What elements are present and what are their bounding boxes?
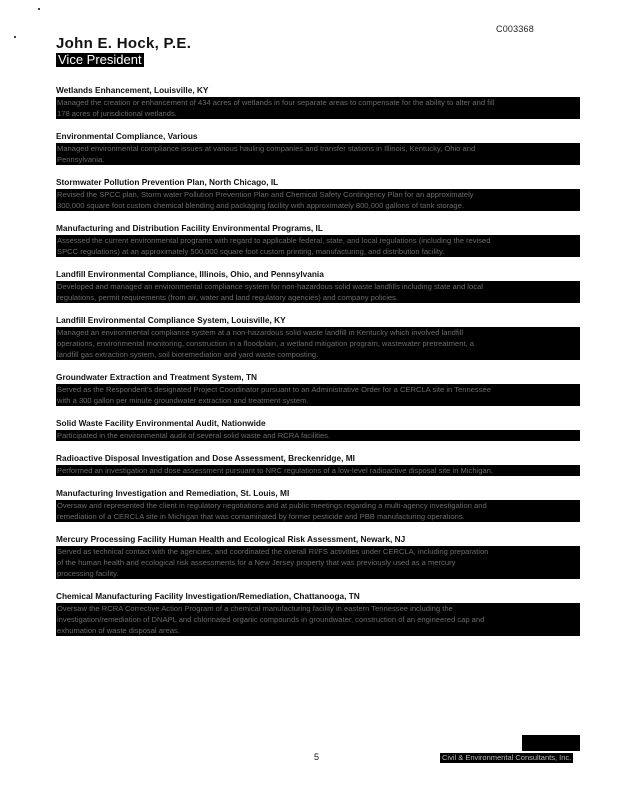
redacted-description-line xyxy=(56,327,580,338)
project-title: Groundwater Extraction and Treatment System, TN xyxy=(56,372,258,382)
project-entry xyxy=(56,534,580,579)
redacted-description-line xyxy=(56,108,580,119)
scan-speck xyxy=(38,8,40,10)
redacted-description-line xyxy=(56,395,580,406)
project-entry xyxy=(56,591,580,636)
project-title: Manufacturing and Distribution Facility Environmental Programs, IL xyxy=(56,223,323,233)
document-id: C003368 xyxy=(496,24,534,34)
redacted-description-line xyxy=(56,189,580,200)
description-text: Oversaw and represented the client in regulatory negotiations and at public meetings regarding a multi-agency investigation and xyxy=(57,501,487,510)
description-text: Served as technical contact with the agencies, and coordinated the overall RI/FS activities under CERCLA, including preparation xyxy=(57,547,489,556)
redacted-description-line xyxy=(56,384,580,395)
description-text: with a 300 gallon per minute groundwater extraction and treatment system. xyxy=(57,396,309,405)
project-entry xyxy=(56,223,580,257)
project-entry xyxy=(56,177,580,211)
description-text: 300,000 square foot custom chemical blending and packaging facility with approximately 800,000 gallons of tank storage. xyxy=(57,201,464,210)
description-text: of the human health and ecological risk assessments for a New Jersey property that was previously used as a mercury xyxy=(57,558,456,567)
project-entry xyxy=(56,85,580,119)
project-entry xyxy=(56,269,580,303)
redacted-description-line xyxy=(56,568,580,579)
description-text: Oversaw the RCRA Corrective Action Program of a chemical manufacturing facility in eastern Tennessee including the xyxy=(57,604,453,613)
description-text: remediation of a CERCLA site in Michigan that was contaminated by former pesticide and PBB manufacturing operations. xyxy=(57,512,465,521)
description-text: regulations, permit requirements (from air, water and land regulatory agencies) and company policies. xyxy=(57,293,399,302)
redacted-description-line xyxy=(56,614,580,625)
redacted-description-line xyxy=(56,246,580,257)
project-entry xyxy=(56,453,580,476)
redacted-description-line xyxy=(56,97,580,108)
description-text: processing facility. xyxy=(57,569,119,578)
redacted-description-line xyxy=(56,603,580,614)
redacted-description-line xyxy=(56,338,580,349)
person-name: John E. Hock, P.E. xyxy=(56,35,192,52)
project-title: Radioactive Disposal Investigation and Dose Assessment, Breckenridge, MI xyxy=(56,453,355,463)
description-text: landfill gas extraction system, soil bioremediation and yard waste composting. xyxy=(57,350,319,359)
project-list xyxy=(56,85,580,648)
redacted-description-line xyxy=(56,625,580,636)
description-text: Participated in the environmental audit of several solid waste and RCRA facilities. xyxy=(57,431,331,440)
description-text: Performed an investigation and dose assessment pursuant to NRC regulations of a low-level radioactive disposal site in Michigan. xyxy=(57,466,494,475)
description-text: 178 acres of jurisdictional wetlands. xyxy=(57,109,177,118)
project-entry xyxy=(56,418,580,441)
description-text: Managed environmental compliance issues at various hauling companies and transfer stations in Illinois, Kentucky, Ohio and xyxy=(57,144,476,153)
project-entry xyxy=(56,315,580,360)
description-text: Managed the creation or enhancement of 434 acres of wetlands in four separate areas to compensate for the ability to alter and fill xyxy=(57,98,495,107)
redacted-description-line xyxy=(56,235,580,246)
description-text: Pennsylvania. xyxy=(57,155,105,164)
project-entry xyxy=(56,372,580,406)
redacted-description-line xyxy=(56,465,580,476)
person-title: Vice President xyxy=(58,52,142,67)
scan-speck xyxy=(14,36,16,38)
project-title: Environmental Compliance, Various xyxy=(56,131,198,141)
redacted-description-line xyxy=(56,281,580,292)
project-title: Manufacturing Investigation and Remediation, St. Louis, MI xyxy=(56,488,290,498)
description-text: Managed an environmental compliance system at a non-hazardous solid waste landfill in Kentucky which involved landfill xyxy=(57,328,464,337)
project-title: Solid Waste Facility Environmental Audit, Nationwide xyxy=(56,418,266,428)
description-text: SPCC regulations) at an approximately 500,000 square foot custom printing, manufacturing, and distribution facility. xyxy=(57,247,445,256)
page-number: 5 xyxy=(314,752,320,762)
description-text: investigation/remediation of DNAPL and chlorinated organic compounds in groundwater, construction of an engineered cap and xyxy=(57,615,485,624)
description-text: Revised the SPCC plan, Storm water Pollution Prevention Plan and Chemical Safety Contingency Plan for an approximately xyxy=(57,190,474,199)
project-title: Landfill Environmental Compliance, Illinois, Ohio, and Pennsylvania xyxy=(56,269,324,279)
redacted-description-line xyxy=(56,546,580,557)
redacted-description-line xyxy=(56,143,580,154)
redaction-block xyxy=(522,735,580,751)
company-name: Civil & Environmental Consultants, Inc. xyxy=(442,753,572,762)
redacted-description-line xyxy=(56,557,580,568)
redacted-description-line xyxy=(56,430,580,441)
redacted-description-line xyxy=(56,154,580,165)
redacted-description-line xyxy=(56,292,580,303)
project-title: Stormwater Pollution Prevention Plan, North Chicago, IL xyxy=(56,177,279,187)
project-title: Mercury Processing Facility Human Health and Ecological Risk Assessment, Newark, NJ xyxy=(56,534,406,544)
description-text: Assessed the current environmental programs with regard to applicable federal, state, and local regulations (including the revised xyxy=(57,236,491,245)
project-entry xyxy=(56,488,580,522)
project-entry xyxy=(56,131,580,165)
project-title: Landfill Environmental Compliance System, Louisville, KY xyxy=(56,315,286,325)
project-title: Wetlands Enhancement, Louisville, KY xyxy=(56,85,209,95)
description-text: operations, environmental monitoring, construction in a floodplain, a wetland mitigation program, wastewater pretreatment, a xyxy=(57,339,475,348)
description-text: Developed and managed an environmental compliance system for non-hazardous solid waste landfills including state and local xyxy=(57,282,483,291)
project-title: Chemical Manufacturing Facility Investigation/Remediation, Chattanooga, TN xyxy=(56,591,360,601)
redacted-description-line xyxy=(56,349,580,360)
redacted-description-line xyxy=(56,511,580,522)
redacted-description-line xyxy=(56,500,580,511)
description-text: exhumation of waste disposal areas. xyxy=(57,626,180,635)
redacted-description-line xyxy=(56,200,580,211)
description-text: Served as the Respondent's designated Project Coordinator pursuant to an Administrative Order for a CERCLA site in Tennessee xyxy=(57,385,491,394)
